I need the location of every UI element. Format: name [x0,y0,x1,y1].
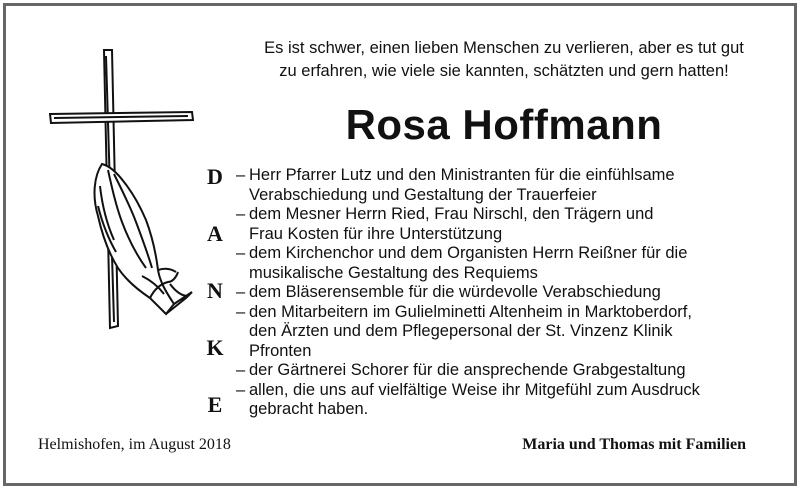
list-item-line: Frau Kosten für ihre Unterstützung [249,224,503,243]
list-item-line: den Ärzten und dem Pflegepersonal der St. Vinzenz Klinik [249,322,673,340]
signature: Maria und Thomas mit Familien [522,436,746,453]
list-item [236,381,776,420]
list-item-line: dem Mesner Herrn Ried, Frau Nirschl, den Trägern und [249,205,654,223]
list-item-line: Pfronten [249,341,312,360]
list-item [236,205,776,244]
dash: – [236,361,246,379]
list-item-line: Verabschiedung und Gestaltung der Trauerfeier [249,185,597,204]
dash: – [236,283,246,301]
dash: – [236,166,246,184]
dash: – [236,205,246,223]
list-item-line: musikalische Gestaltung des Requiems [249,263,538,282]
thanks-list [236,166,776,420]
list-item [236,244,776,283]
list-item-line: dem Kirchenchor und dem Organisten Herrn Reißner für die [249,244,688,262]
place-date: Helmishofen, im August 2018 [38,436,231,453]
cross-with-praying-hands-icon [42,46,197,331]
list-item [236,283,776,303]
deceased-name: Rosa Hoffmann [345,101,663,148]
list-item-line: Herr Pfarrer Lutz und den Ministranten für die einfühlsame [249,166,675,184]
danke-letter: D [207,164,223,189]
danke-letter: N [207,278,223,303]
danke-letter: K [206,335,224,360]
dash: – [236,380,246,399]
list-item [236,361,776,381]
danke-letter: E [207,392,223,417]
list-item-line: dem Bläserensemble für die würdevolle Verabschiedung [249,283,661,301]
intro-line: zu erfahren, wie viele sie kannten, schätzten und gern hatten! [279,62,729,80]
dash: – [236,302,246,321]
list-item-line: allen, die uns auf vielfältige Weise ihr Mitgefühl zum Ausdruck [249,380,700,399]
list-item-line: der Gärtnerei Schorer für die ansprechende Grabgestaltung [249,361,686,379]
dash: – [236,244,246,262]
danke-letter: A [207,221,223,246]
list-item-line: den Mitarbeitern im Gulielminetti Altenheim in Marktoberdorf, [249,302,692,321]
intro-text [234,37,774,83]
list-item-line: gebracht haben. [249,400,369,418]
list-item [236,303,776,362]
obituary-card [3,3,797,486]
intro-line: Es ist schwer, einen lieben Menschen zu verlieren, aber es tut gut [264,39,744,57]
list-item [236,166,776,205]
